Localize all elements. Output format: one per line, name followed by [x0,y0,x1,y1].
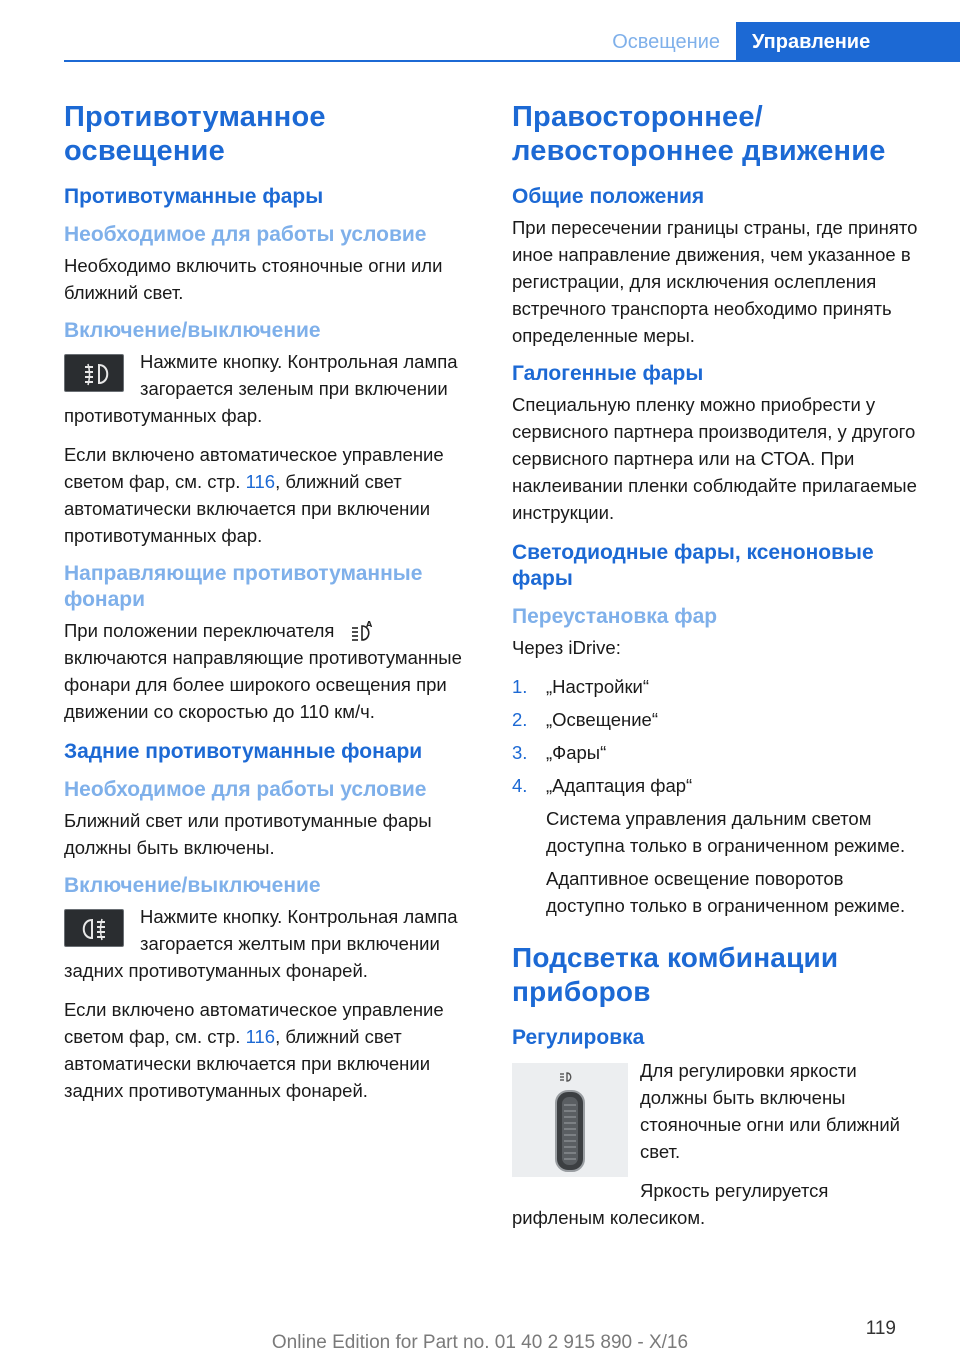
svg-text:A: A [365,620,372,630]
text-guide-fog [64,617,478,725]
text-adjust-2: Яркость регулируется рифленым колесиком. [512,1180,829,1228]
header-chapter-tab[interactable]: Управление [736,22,960,62]
dimmer-instruction [512,1057,924,1231]
rear-fog-light-icon [64,909,124,947]
note-high-beam: Система управления дальним светом доступна только в ограниченном режиме. [546,808,906,856]
text-requirement-2: Ближний свет или противотуманные фары должны быть включены. [64,810,432,859]
heading-adjust: Регулировка [512,1026,645,1049]
text-halogen: Специальную пленку можно приобрести у сервисного партнера производителя, у другого сервисного партнера или на СТОА. При наклеивании пленки соблюдайте прилагаемые инструкции. [512,394,917,523]
headlight-auto-icon [344,620,378,644]
list-item: 1. „Настройки“ [512,676,650,697]
list-item: 2. „Освещение“ [512,709,659,730]
header-section-tab[interactable]: Освещение [612,31,720,53]
heading-general: Общие положения [512,185,705,208]
heading-on-off-2: Включение/выключение [64,874,321,898]
text-on-off-2: Нажмите кнопку. Контрольная лампа загорается желтым при включении задних противотуманных фонарей. [64,906,458,982]
heading-led-xenon: Светодиодные фары, ксеноновые фары [512,541,874,590]
text-auto-1 [64,441,478,549]
text-on-off-1: Нажмите кнопку. Контрольная лампа загорается зеленым при включении противотуманных фар. [64,351,458,426]
heading-halogen: Галогенные фары [512,362,704,385]
page-link-116-b[interactable]: 116 [245,1026,276,1048]
text-requirement-1: Необходимо включить стояночные огни или ближний свет. [64,255,443,303]
text-auto-1-a: Если включено автоматическое управление светом фар, см. стр. [64,444,444,492]
text-general: При пересечении границы страны, где принято иное направление движения, чем указанное в регистрации, для исключения ослепления встречного транспорта необходимо принять определенные меры. [512,217,918,346]
text-auto-2 [64,996,478,1104]
step-text: „Настройки“ [546,676,650,697]
text-auto-2-a: Если включено автоматическое управление светом фар, см. стр. [64,999,444,1048]
heading-front-fog: Противотуманные фары [64,185,324,208]
page-link-116[interactable]: 116 [245,471,276,492]
rear-fog-instruction [64,903,478,984]
text-idrive: Через iDrive: [512,637,621,658]
settings-steps [512,673,924,799]
left-column [64,100,478,1116]
heading-fog-lighting: Противотуманное освещение [64,101,326,167]
page-header [64,22,960,62]
heading-traffic-side: Правостороннее/ левостороннее движение [512,101,886,167]
note-adaptive: Адаптивное освещение поворотов доступно только в ограниченном режиме. [546,868,906,916]
front-fog-instruction [64,348,478,429]
text-auto-2-b: , ближний свет автоматически включается при включении задних противотуманных фонарей. [64,1026,431,1102]
heading-requirement-2: Необходимое для работы условие [64,778,427,802]
heading-guide-fog: Направляющие противотуманные фонари [64,562,423,611]
step-text: „Фары“ [546,742,607,763]
step-text: „Освещение“ [546,709,659,730]
step-text: „Адаптация фар“ [546,775,693,796]
heading-on-off-1: Включение/выключение [64,319,321,342]
list-item: 3. „Фары“ [512,742,607,763]
heading-requirement-1: Необходимое для работы условие [64,223,427,246]
heading-rear-fog: Задние противотуманные фонари [64,740,423,764]
footer-edition: Online Edition for Part no. 01 40 2 915 890 - X/16 [271,1332,689,1353]
heading-instrument-lighting: Подсветка комбинации приборов [512,942,839,1007]
text-adjust-1: Для регулировки яркости должны быть включены стояночные огни или ближний свет. [640,1060,900,1162]
heading-readjust: Переустановка фар [512,605,718,628]
front-fog-light-icon [64,354,124,392]
thumbwheel-icon [512,1063,628,1177]
text-guide-a: При положении переключателя [64,620,340,641]
list-item: 4. „Адаптация фар“ [512,775,693,796]
text-auto-1-b: , ближний свет автоматически включается при включении противотуманных фар. [64,471,431,546]
right-column [512,100,924,1243]
page-number: 119 [865,1318,896,1339]
text-guide-b: включаются направляющие противотуманные фонари для более широкого освещения при движении со скоростью до 110 км/ч. [64,647,462,723]
